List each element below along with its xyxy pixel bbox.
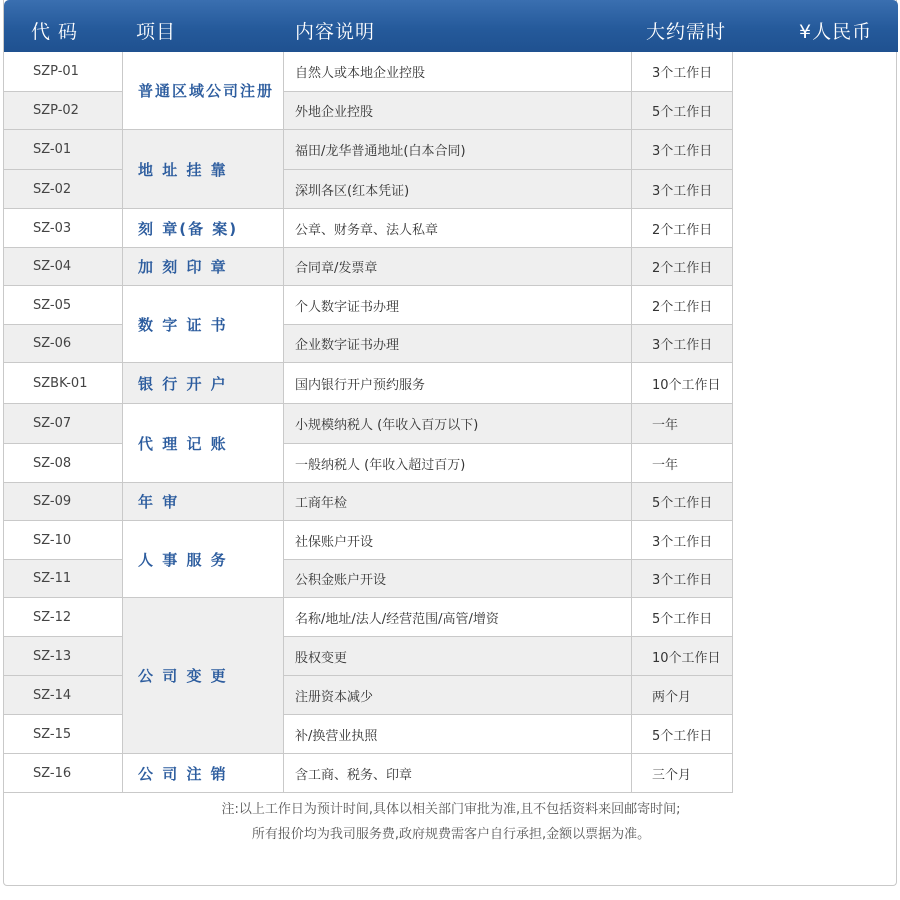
row-description: 社保账户开设	[284, 521, 631, 560]
price-table	[3, 0, 897, 886]
row-description: 注册资本减少	[284, 676, 631, 715]
row-time: 5个工作日	[631, 92, 733, 130]
row-description: 股权变更	[284, 637, 631, 676]
header-code: 代 码	[31, 21, 79, 43]
row-time: 10个工作日	[631, 363, 733, 404]
row-code: SZ-11	[4, 560, 122, 598]
row-code: SZ-14	[4, 676, 122, 715]
row-item: 公 司 注 销	[122, 754, 284, 793]
row-time: 3个工作日	[631, 325, 733, 363]
row-description: 公积金账户开设	[284, 560, 631, 598]
row-item: 公 司 变 更	[122, 598, 284, 754]
row-code: SZ-13	[4, 637, 122, 676]
row-time: 10个工作日	[631, 637, 733, 676]
row-description: 含工商、税务、印章	[284, 754, 631, 793]
row-description: 外地企业控股	[284, 92, 631, 130]
row-description: 个人数字证书办理	[284, 286, 631, 325]
row-item: 代 理 记 账	[122, 404, 284, 483]
row-code: SZ-05	[4, 286, 122, 325]
row-time: 3个工作日	[631, 170, 733, 209]
row-time: 5个工作日	[631, 715, 733, 754]
header-price: ¥人民币	[799, 21, 873, 43]
row-code: SZ-06	[4, 325, 122, 363]
row-code: SZ-01	[4, 130, 122, 170]
row-item: 人 事 服 务	[122, 521, 284, 598]
footnote-line-2: 所有报价均为我司服务费,政府规费需客户自行承担,金额以票据为准。	[251, 827, 651, 842]
row-description: 自然人或本地企业控股	[284, 52, 631, 92]
header-time: 大约需时	[646, 21, 727, 43]
row-time: 5个工作日	[631, 483, 733, 521]
row-description: 福田/龙华普通地址(白本合同)	[284, 130, 631, 170]
row-code: SZ-16	[4, 754, 122, 793]
row-time: 2个工作日	[631, 248, 733, 286]
row-code: SZP-01	[4, 52, 122, 92]
row-code: SZ-02	[4, 170, 122, 209]
row-description: 合同章/发票章	[284, 248, 631, 286]
row-description: 名称/地址/法人/经营范围/高管/增资	[284, 598, 631, 637]
row-code: SZBK-01	[4, 363, 122, 404]
row-time: 3个工作日	[631, 52, 733, 92]
row-time: 三个月	[631, 754, 733, 793]
row-code: SZ-03	[4, 209, 122, 248]
row-time: 一年	[631, 444, 733, 483]
footnote	[4, 797, 898, 847]
row-item: 加 刻 印 章	[122, 248, 284, 286]
header-item: 项目	[136, 21, 177, 43]
row-time: 两个月	[631, 676, 733, 715]
row-description: 一般纳税人 (年收入超过百万)	[284, 444, 631, 483]
row-item: 银 行 开 户	[122, 363, 284, 404]
row-item: 数 字 证 书	[122, 286, 284, 363]
row-code: SZ-08	[4, 444, 122, 483]
row-item: 地 址 挂 靠	[122, 130, 284, 209]
row-code: SZ-07	[4, 404, 122, 444]
row-code: SZ-10	[4, 521, 122, 560]
row-code: SZ-12	[4, 598, 122, 637]
row-description: 小规模纳税人 (年收入百万以下)	[284, 404, 631, 444]
row-item: 普通区域公司注册	[122, 52, 284, 130]
row-time: 一年	[631, 404, 733, 444]
row-code: SZP-02	[4, 92, 122, 130]
row-time: 3个工作日	[631, 130, 733, 170]
row-item: 年 审	[122, 483, 284, 521]
row-code: SZ-09	[4, 483, 122, 521]
row-time: 2个工作日	[631, 209, 733, 248]
row-time: 2个工作日	[631, 286, 733, 325]
row-code: SZ-15	[4, 715, 122, 754]
row-time: 3个工作日	[631, 521, 733, 560]
row-description: 工商年检	[284, 483, 631, 521]
table-header	[4, 0, 898, 52]
row-description: 公章、财务章、法人私章	[284, 209, 631, 248]
row-item: 刻 章(备 案)	[122, 209, 284, 248]
row-description: 企业数字证书办理	[284, 325, 631, 363]
header-description: 内容说明	[295, 21, 376, 43]
row-time: 3个工作日	[631, 560, 733, 598]
row-code: SZ-04	[4, 248, 122, 286]
row-description: 国内银行开户预约服务	[284, 363, 631, 404]
row-description: 深圳各区(红本凭证)	[284, 170, 631, 209]
row-description: 补/换营业执照	[284, 715, 631, 754]
row-time: 5个工作日	[631, 598, 733, 637]
footnote-line-1: 注:以上工作日为预计时间,具体以相关部门审批为准,且不包括资料来回邮寄时间;	[221, 802, 681, 817]
